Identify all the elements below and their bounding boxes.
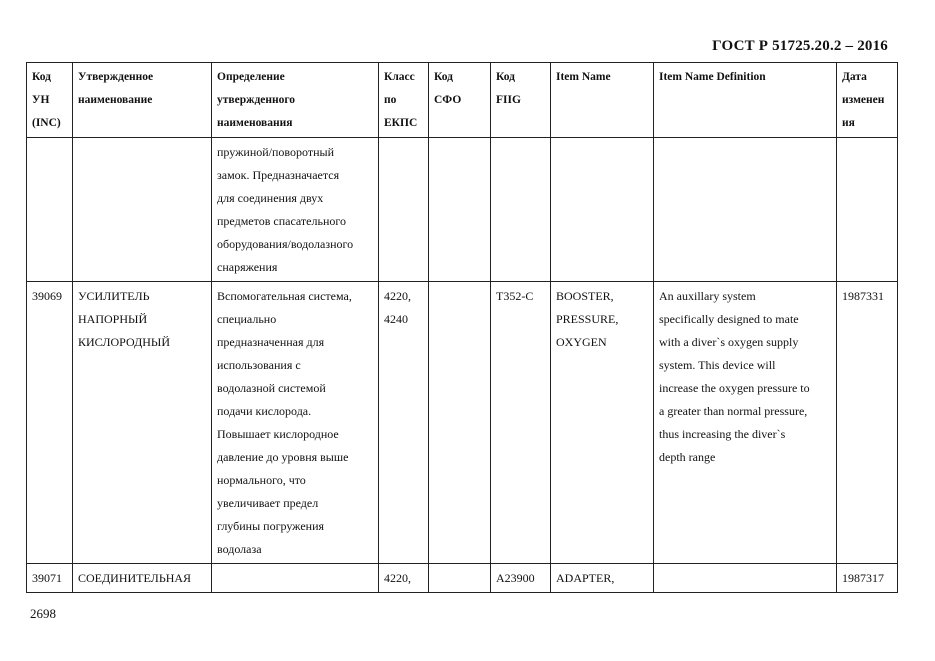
cell-class: 4220, [379, 564, 429, 593]
cell-fiig: A23900 [491, 564, 551, 593]
cell-class: 4220, 4240 [379, 282, 429, 564]
cell-fiig: T352-C [491, 282, 551, 564]
cell-item-definition [654, 138, 837, 282]
cell-name: СОЕДИНИТЕЛЬНАЯ [73, 564, 212, 593]
cell-inc: 39069 [27, 282, 73, 564]
cell-date [837, 138, 898, 282]
col-header-sfo: Код СФО [429, 63, 491, 138]
table-row [27, 282, 898, 564]
col-header-item-name: Item Name [551, 63, 654, 138]
cell-date: 1987317 [837, 564, 898, 593]
col-header-inc: Код УН (INC) [27, 63, 73, 138]
col-header-fiig: Код FIIG [491, 63, 551, 138]
cell-item-definition [654, 564, 837, 593]
cell-name [73, 138, 212, 282]
cell-sfo [429, 138, 491, 282]
cell-item-definition: An auxillary system specifically designed to mate with a diver`s oxygen supply system. This device will increase the oxygen pressure to a greater than normal pressure, thus increasing the diver`s depth range [654, 282, 837, 564]
cell-class [379, 138, 429, 282]
col-header-approved-name: Утвержденное наименование [73, 63, 212, 138]
cell-sfo [429, 282, 491, 564]
cell-definition [212, 564, 379, 593]
cell-fiig [491, 138, 551, 282]
cell-item-name: ADAPTER, [551, 564, 654, 593]
col-header-item-definition: Item Name Definition [654, 63, 837, 138]
data-table [26, 62, 898, 593]
cell-definition: пружиной/поворотный замок. Предназначается для соединения двух предметов спасательного оборудования/водолазного снаряжения [212, 138, 379, 282]
cell-definition: Вспомогательная система, специально предназначенная для использования с водолазной системой подачи кислорода. Повышает кислородное давление до уровня выше нормального, что увеличивает предел глубины погружения водолаза [212, 282, 379, 564]
page-number: 2698 [30, 606, 56, 621]
cell-name: УСИЛИТЕЛЬ НАПОРНЫЙ КИСЛОРОДНЫЙ [73, 282, 212, 564]
cell-inc: 39071 [27, 564, 73, 593]
cell-sfo [429, 564, 491, 593]
cell-date: 1987331 [837, 282, 898, 564]
col-header-date: Дата изменен ия [837, 63, 898, 138]
table-row [27, 564, 898, 593]
cell-item-name [551, 138, 654, 282]
table-row [27, 138, 898, 282]
table-header-row [27, 63, 898, 138]
col-header-class: Класс по ЕКПС [379, 63, 429, 138]
col-header-definition: Определение утвержденного наименования [212, 63, 379, 138]
cell-item-name: BOOSTER, PRESSURE, OXYGEN [551, 282, 654, 564]
cell-inc [27, 138, 73, 282]
document-title: ГОСТ Р 51725.20.2 – 2016 [712, 38, 888, 54]
